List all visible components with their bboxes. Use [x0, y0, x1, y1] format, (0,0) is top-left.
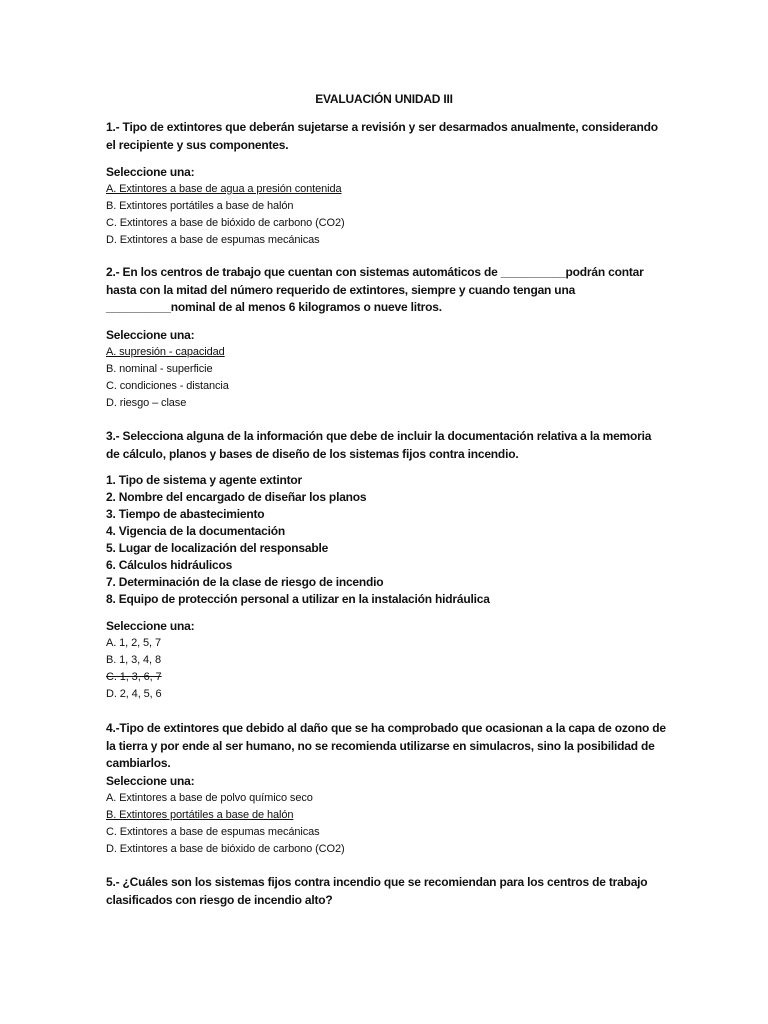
list-item: 4. Vigencia de la documentación [106, 524, 285, 538]
page-title: EVALUACIÓN UNIDAD III [315, 92, 453, 106]
question-2-text: 2.- En los centros de trabajo que cuentan con sistemas automáticos de __________podrán contar hasta con la mitad del número requerido de extintores, siempre y cuando tengan una __________nominal de al menos 6 kilogramos o nueve litros. [106, 265, 644, 314]
list-item: 3. Tiempo de abastecimiento [106, 507, 265, 521]
list-item: 5. Lugar de localización del responsable [106, 541, 329, 555]
question-4-option-b[interactable]: B. Extintores portátiles a base de halón [106, 808, 294, 821]
question-2-select-label: Seleccione una: [106, 327, 195, 342]
list-item: 2. Nombre del encargado de diseñar los planos [106, 490, 367, 504]
question-1 [106, 119, 666, 249]
question-1-text: 1.- Tipo de extintores que deberán sujetarse a revisión y ser desarmados anualmente, considerando el recipiente y sus componentes. [106, 120, 658, 152]
question-3-option-b[interactable]: B. 1, 3, 4, 8 [106, 654, 161, 666]
question-4-option-c[interactable]: C. Extintores a base de espumas mecánicas [106, 825, 320, 838]
question-2-option-b[interactable]: B. nominal - superficie [106, 362, 213, 375]
question-3-option-d[interactable]: D. 2, 4, 5, 6 [106, 688, 162, 700]
question-4-option-d[interactable]: D. Extintores a base de bióxido de carbono (CO2) [106, 842, 345, 855]
question-4 [106, 720, 666, 858]
question-5-text: 5.- ¿Cuáles son los sistemas fijos contra incendio que se recomiendan para los centros de trabajo clasificados con riesgo de incendio alto? [106, 875, 648, 907]
list-item: 8. Equipo de protección personal a utilizar en la instalación hidráulica [106, 592, 490, 606]
question-1-option-a[interactable]: A. Extintores a base de agua a presión contenida [106, 183, 342, 195]
question-4-text: 4.-Tipo de extintores que debido al daño que se ha comprobado que ocasionan a la capa de ozono de la tierra y por ende al ser humano, no se recomienda utilizarse en simulacros, sino la posibilidad de cambiarlos. [106, 721, 666, 770]
question-3-option-a[interactable]: A. 1, 2, 5, 7 [106, 637, 161, 649]
question-1-option-d[interactable]: D. Extintores a base de espumas mecánicas [106, 234, 320, 246]
question-2-option-a[interactable]: A. supresión - capacidad [106, 345, 225, 358]
question-3-option-c[interactable]: C. 1, 3, 6, 7 [106, 671, 162, 683]
question-1-option-c[interactable]: C. Extintores a base de bióxido de carbono (CO2) [106, 217, 345, 229]
question-1-select-label: Seleccione una: [106, 165, 195, 179]
question-3 [106, 428, 666, 703]
list-item: 1. Tipo de sistema y agente extintor [106, 473, 302, 487]
question-2 [106, 264, 666, 412]
list-item: 7. Determinación de la clase de riesgo de incendio [106, 575, 384, 589]
question-3-item-list [106, 472, 666, 608]
question-2-option-c[interactable]: C. condiciones - distancia [106, 379, 229, 392]
list-item: 6. Cálculos hidráulicos [106, 558, 233, 572]
question-1-option-b[interactable]: B. Extintores portátiles a base de halón [106, 200, 294, 212]
question-5 [106, 874, 666, 909]
question-3-text: 3.- Selecciona alguna de la información que debe de incluir la documentación relativa a la memoria de cálculo, planos y bases de diseño de los sistemas fijos contra incendio. [106, 429, 652, 461]
question-4-option-a[interactable]: A. Extintores a base de polvo químico seco [106, 791, 313, 804]
question-4-select-label: Seleccione una: [106, 773, 195, 788]
question-3-select-label: Seleccione una: [106, 619, 195, 633]
question-2-option-d[interactable]: D. riesgo – clase [106, 396, 187, 409]
